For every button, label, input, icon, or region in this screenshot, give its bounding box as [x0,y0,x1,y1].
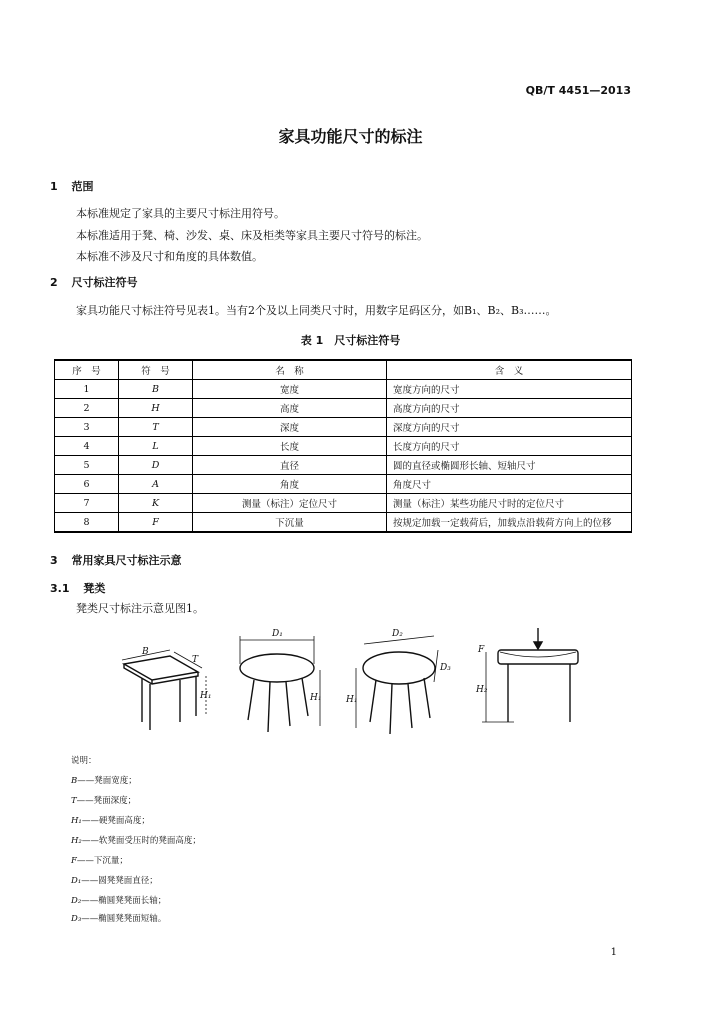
cell-meaning: 测量（标注）某些功能尺寸时的定位尺寸 [387,494,632,513]
cell-no: 3 [55,418,119,437]
section-title: 常用家具尺寸标注示意 [71,554,182,567]
stool-dimension-figure [120,622,600,734]
table-row [55,456,632,475]
section-number: 2 [50,276,58,289]
section-title: 范围 [71,180,94,193]
cell-meaning: 深度方向的尺寸 [387,418,632,437]
legend-symbol: D₃ [71,914,82,924]
legend-symbol: D₁ [71,876,82,886]
cell-meaning: 圆的直径或椭圆形长轴、短轴尺寸 [387,456,632,475]
cell-symbol: T [119,418,193,437]
round-stool-drawing [240,629,321,732]
legend-item [71,774,137,786]
page-title: 家具功能尺寸的标注 [278,127,423,146]
legend-item [71,874,158,886]
cell-name: 直径 [193,456,387,475]
cell-symbol: A [119,475,193,494]
standard-number: QB/T 4451—2013 [525,84,631,97]
legend-title: 说明： [71,756,97,766]
header-cell: 含 义 [387,360,632,380]
legend-symbol: D₂ [71,896,82,906]
cell-name: 长度 [193,437,387,456]
table-row [55,494,632,513]
cell-no: 6 [55,475,119,494]
page-number: 1 [610,947,617,958]
table-row [55,513,632,533]
cell-symbol: D [119,456,193,475]
cell-meaning: 按规定加载一定载荷后，加载点沿载荷方向上的位移 [387,513,632,533]
label-H2: H₂ [476,685,488,695]
paragraph: 家具功能尺寸标注符号见表1。当有2个及以上同类尺寸时，用数字足码区分，如B₁、B₂、B₃……。 [76,304,557,317]
table-row [55,475,632,494]
legend-text: ——椭圆凳凳面短轴。 [81,914,167,924]
table-header-row [55,360,632,380]
section-number: 3.1 [50,582,70,595]
section-title: 凳类 [83,582,106,595]
legend-text: ——凳面宽度； [77,776,137,786]
legend-item [71,834,201,846]
paragraph: 凳类尺寸标注示意见图1。 [76,602,204,615]
cell-name: 高度 [193,399,387,418]
cell-symbol: F [119,513,193,533]
legend-text: ——软凳面受压时的凳面高度； [81,836,201,846]
legend-text: ——圆凳凳面直径； [81,876,158,886]
soft-stool-drawing [475,628,578,722]
label-H1: H₁ [310,693,322,703]
paragraph: 本标准规定了家具的主要尺寸标注用符号。 [76,207,285,220]
cell-meaning: 长度方向的尺寸 [387,437,632,456]
section-1-heading [50,178,94,194]
legend-symbol: B [71,776,78,786]
section-number: 3 [50,554,58,567]
cell-symbol: B [119,380,193,399]
cell-no: 5 [55,456,119,475]
legend-item [71,894,166,906]
cell-meaning: 角度尺寸 [387,475,632,494]
cell-no: 2 [55,399,119,418]
legend-text: ——硬凳面高度； [81,816,150,826]
legend-item [71,854,128,866]
section-title: 尺寸标注符号 [71,276,138,289]
cell-name: 下沉量 [193,513,387,533]
cell-no: 1 [55,380,119,399]
cell-symbol: H [119,399,193,418]
symbol-table [54,359,632,533]
label-D3: D₃ [440,663,451,673]
label-H1: H₁ [346,695,358,705]
header-cell: 序 号 [55,360,119,380]
label-D2: D₂ [392,629,403,639]
cell-no: 4 [55,437,119,456]
cell-symbol: L [119,437,193,456]
legend-text: ——椭圆凳凳面长轴； [81,896,167,906]
label-D1: D₁ [272,629,283,639]
table-row [55,418,632,437]
cell-no: 8 [55,513,119,533]
paragraph: 本标准不涉及尺寸和角度的具体数值。 [76,250,263,263]
legend-text: ——凳面深度； [76,796,137,806]
section-2-heading [50,274,138,290]
cell-name: 深度 [193,418,387,437]
legend-symbol: T [71,796,77,806]
cell-meaning: 宽度方向的尺寸 [387,380,632,399]
header-cell: 符 号 [119,360,193,380]
cell-meaning: 高度方向的尺寸 [387,399,632,418]
table-row [55,380,632,399]
section-3-heading [50,552,182,568]
label-F: F [478,645,485,655]
label-H1: H₁ [200,691,212,701]
table-caption: 表 1 尺寸标注符号 [300,334,401,347]
table-row [55,437,632,456]
cell-no: 7 [55,494,119,513]
paragraph: 本标准适用于凳、椅、沙发、桌、床及柜类等家具主要尺寸符号的标注。 [76,229,428,242]
square-stool-drawing [122,647,211,730]
legend-item [71,912,166,924]
legend-symbol: H₂ [71,836,82,846]
header-cell: 名 称 [193,360,387,380]
cell-name: 宽度 [193,380,387,399]
label-T: T [192,655,199,665]
table-row [55,399,632,418]
section-number: 1 [50,180,58,193]
legend-symbol: F [71,856,77,866]
cell-name: 测量（标注）定位尺寸 [193,494,387,513]
section-3-1-heading [50,580,105,596]
legend-item [71,814,150,826]
cell-name: 角度 [193,475,387,494]
cell-symbol: K [119,494,193,513]
legend-text: ——下沉量； [76,856,128,866]
oval-stool-drawing [345,629,451,734]
legend-symbol: H₁ [71,816,82,826]
label-B: B [142,647,149,657]
legend-item [71,794,136,806]
